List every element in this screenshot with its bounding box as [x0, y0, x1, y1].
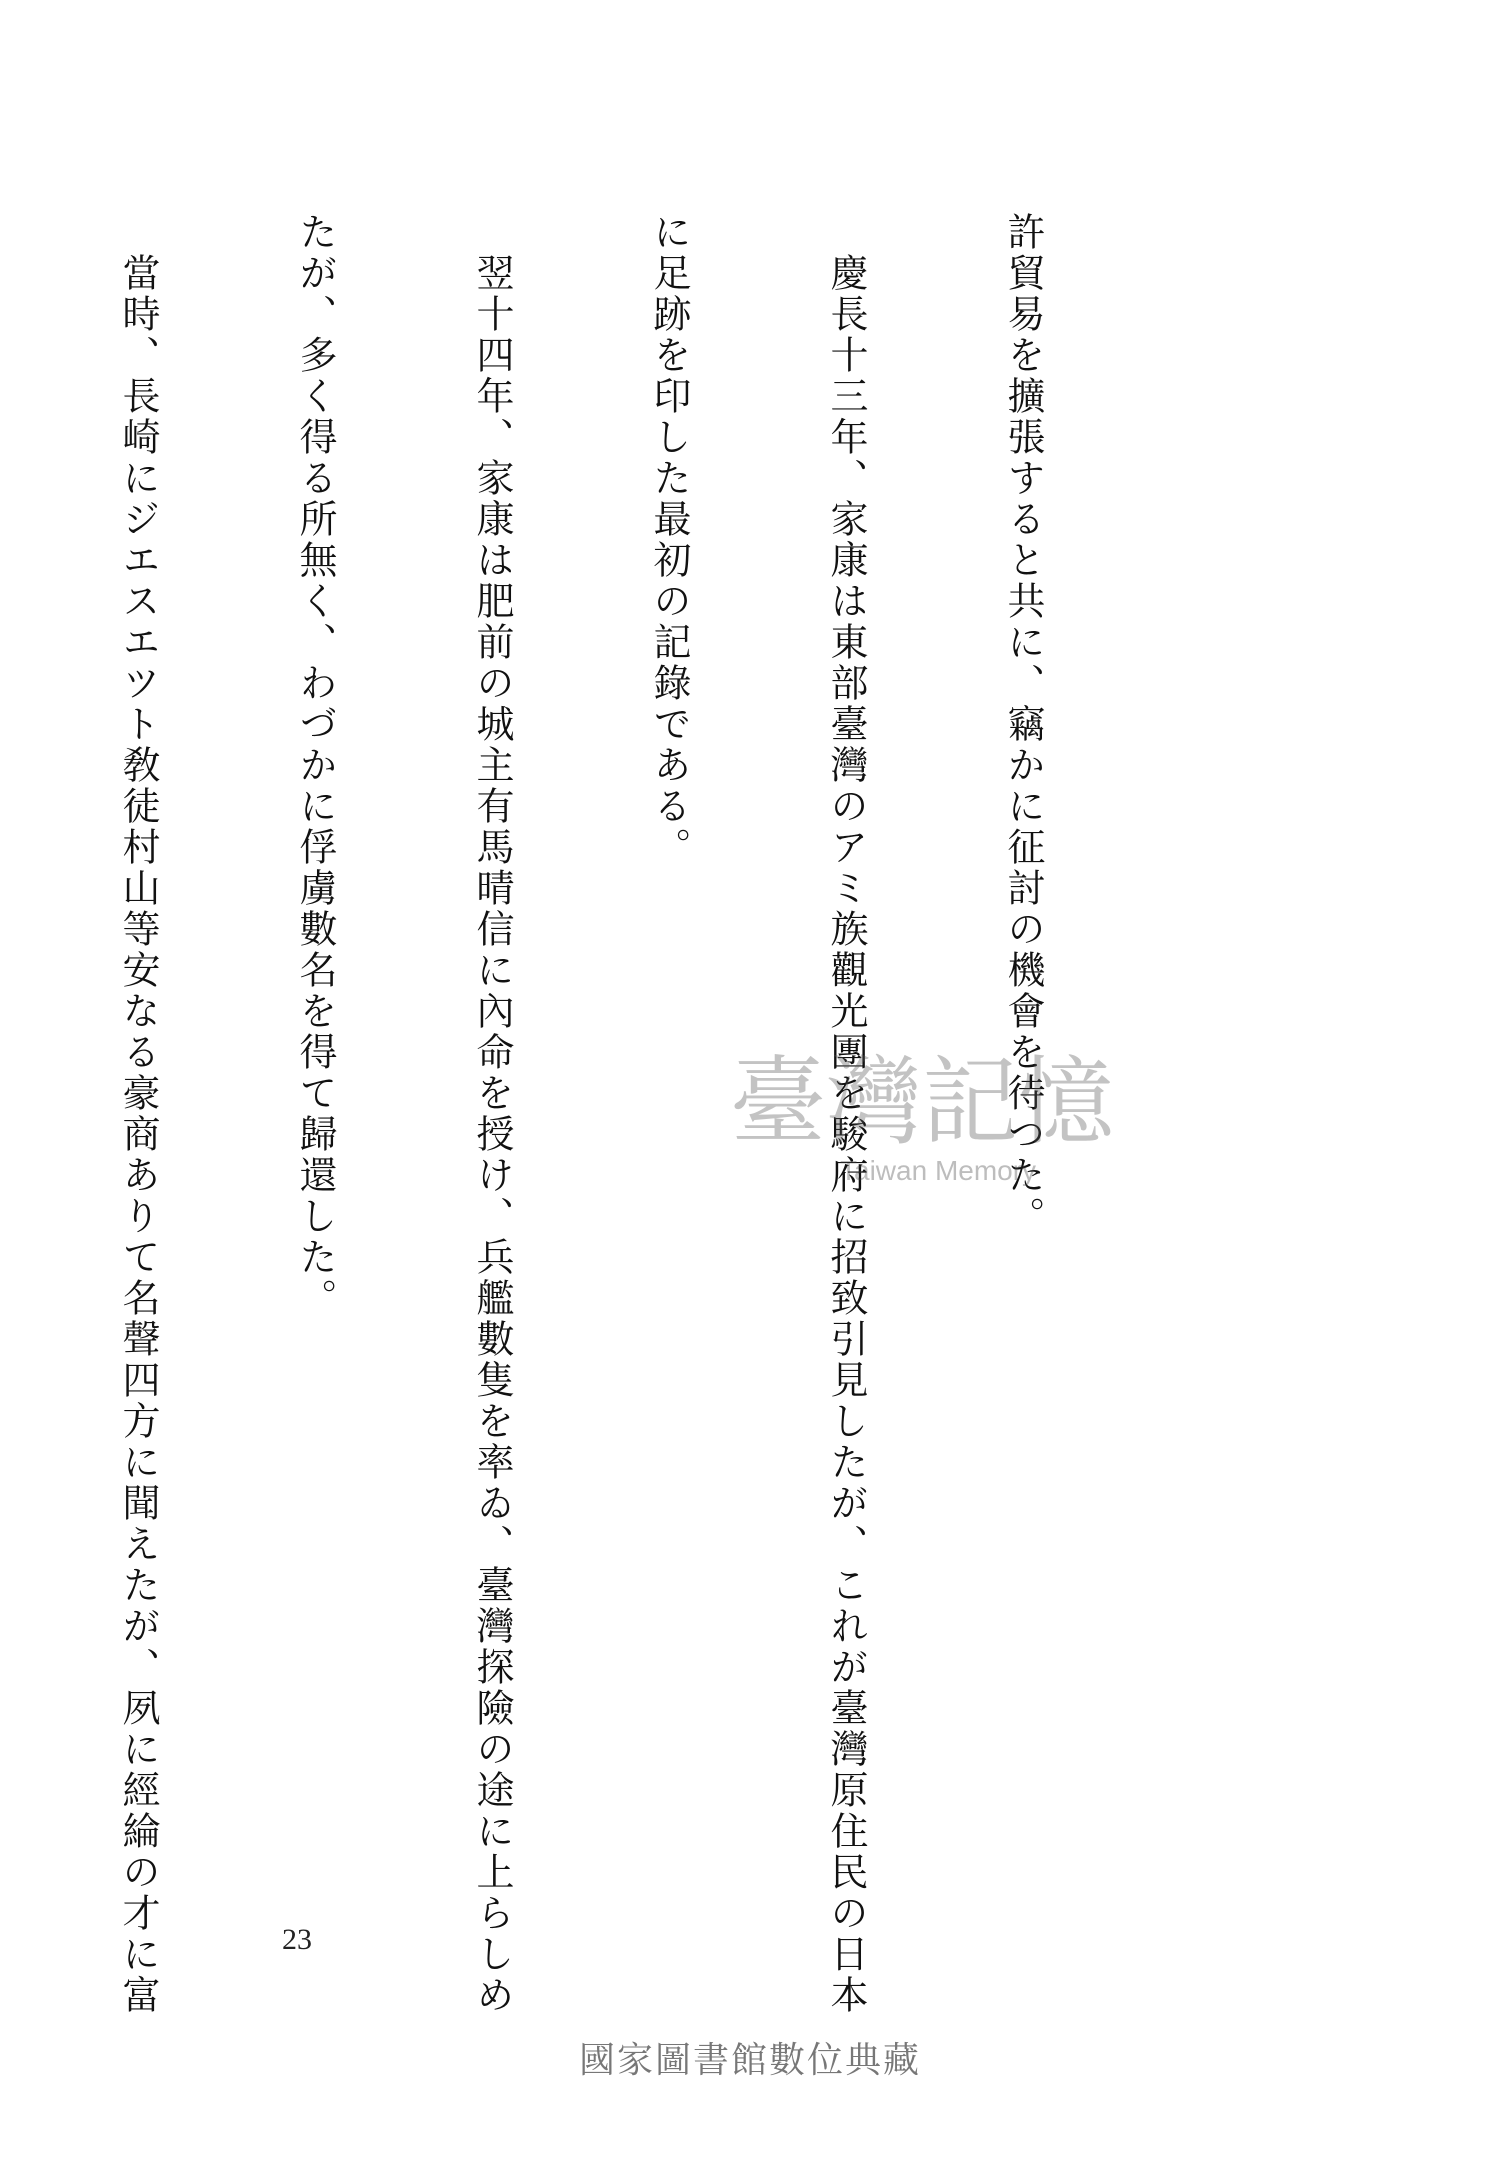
text-line: 慶長十三年、家康は東部臺灣のアミ族觀光團を駿府に招致引見したが、これが臺灣原住民の日本 [824, 212, 868, 2016]
text-line: 許貿易を擴張すると共に、竊かに征討の機會を待つた。 [1001, 212, 1045, 1237]
watermark-logo [720, 1040, 1140, 1190]
watermark-sub: Taiwan Memory [840, 1155, 1037, 1186]
text-line: たが、多く得る所無く、わづかに俘虜數名を得て歸還した。 [293, 212, 337, 1319]
footer-credit: 國家圖書館數位典藏 [578, 2040, 921, 2081]
text-line: 當時、長崎にジエスエツト敎徒村山等安なる豪商ありて名聲四方に聞えたが、夙に經綸の才に富 [116, 212, 160, 2016]
text-line: に足跡を印した最初の記錄である。 [647, 212, 691, 868]
watermark-main: 臺灣記憶 [730, 1046, 1114, 1158]
text-line: 翌十四年、家康は肥前の城主有馬晴信に內命を授け、兵艦數隻を率ゐ、臺灣探險の途に上らしめ [470, 212, 514, 2016]
page-number: 23 [282, 1923, 312, 1956]
